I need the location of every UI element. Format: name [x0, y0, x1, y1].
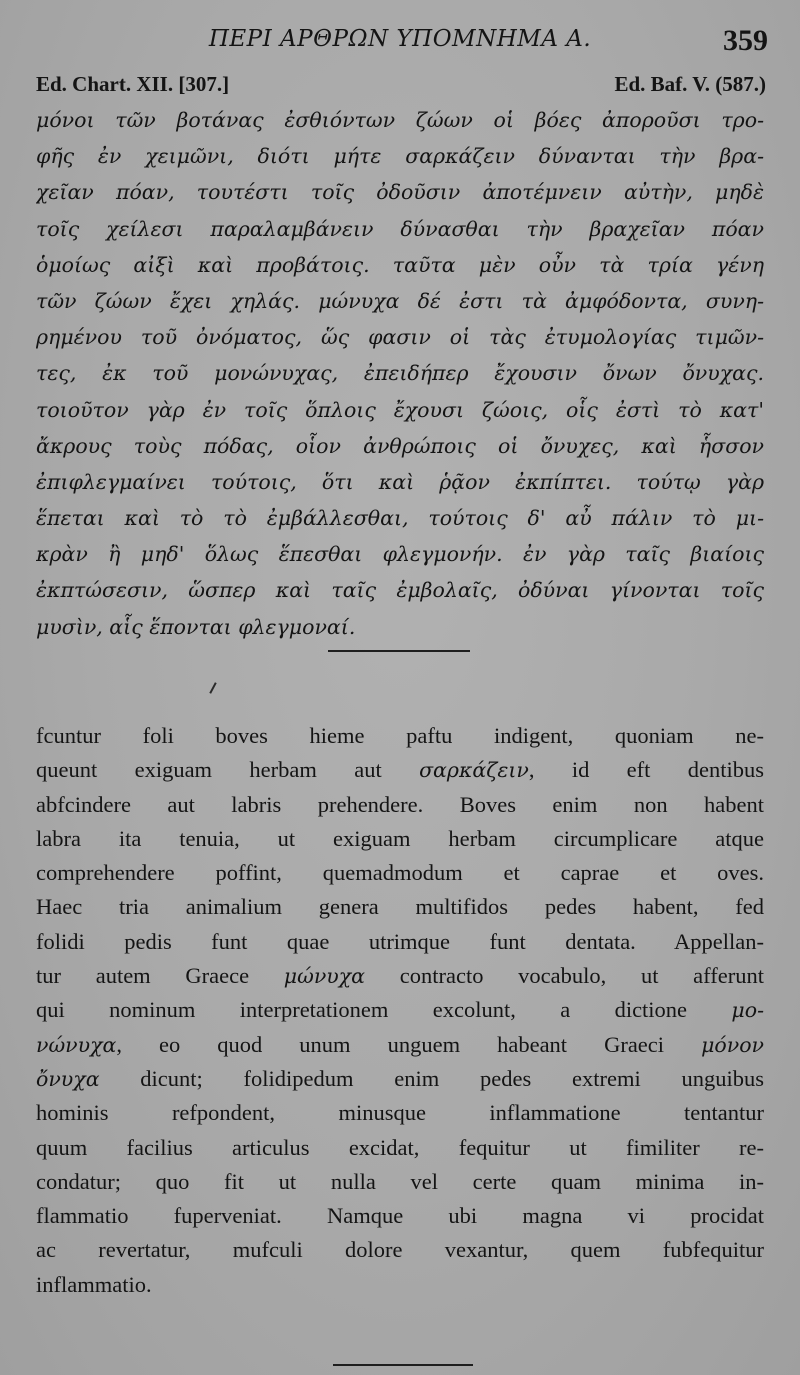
greek-word: μόνον — [701, 1032, 764, 1057]
greek-line: μυσὶν, αἷς ἕπονται φλεγμοναί. — [36, 614, 356, 639]
greek-line: ἕπεται καὶ τὸ τὸ ἐμβάλλεσθαι, τούτοις δ' αὖ πάλιν τὸ μι- — [36, 506, 764, 531]
latin-line: ac revertatur, mufculi dolore vexantur, quem fubfequitur — [36, 1237, 764, 1263]
ink-mark — [209, 682, 216, 694]
greek-word: νώνυχα — [36, 1032, 117, 1057]
greek-word: ὄνυχα — [36, 1066, 100, 1091]
latin-fragment: contracto vocabulo, ut afferunt — [365, 963, 764, 989]
greek-line: ἐπιφλεγμαίνει τούτοις, ὅτι καὶ ῥᾷον ἐκπίπτει. τούτῳ γὰρ — [36, 469, 764, 494]
section-divider — [328, 650, 470, 652]
greek-line: φῆς ἐν χειμῶνι, διότι μήτε σαρκάζειν δύνανται τὴν βρα- — [36, 144, 764, 169]
greek-word: μο- — [731, 998, 764, 1023]
latin-line — [36, 1062, 764, 1096]
latin-line — [36, 753, 764, 787]
greek-word: σαρκάζειν — [419, 758, 529, 783]
latin-line: quum facilius articulus excidat, fequitur ut fimiliter re- — [36, 1134, 764, 1160]
greek-line: τοιοῦτον γὰρ ἐν τοῖς ὅπλοις ἔχουσι ζώοις, οἷς ἐστὶ τὸ κατ' — [36, 397, 764, 422]
latin-fragment: dicunt; folidipedum enim pedes extremi unguibus — [99, 1065, 764, 1091]
latin-line: labra ita tenuia, ut exiguam herbam circumplicare atque — [36, 825, 764, 851]
latin-line: hominis refpondent, minusque inflammatione tentantur — [36, 1100, 764, 1126]
latin-line — [36, 1028, 764, 1062]
edition-reference-left: Ed. Chart. XII. [307.] — [36, 72, 230, 96]
greek-line: κρὰν ἢ μηδ' ὅλως ἕπεσθαι φλεγμονήν. ἐν γὰρ ταῖς βιαίοις — [36, 542, 764, 567]
greek-line: τοῖς χείλεσι παραλαμβάνειν δύνασθαι τὴν βραχεῖαν πόαν — [36, 216, 764, 241]
greek-word: μώνυχα — [283, 964, 366, 989]
greek-line: ἐκπτώσεσιν, ὥσπερ καὶ ταῖς ἐμβολαῖς, ὀδύναι γίνονται τοῖς — [36, 578, 764, 603]
greek-text-block — [36, 102, 764, 645]
greek-line: ἄκρους τοὺς πόδας, οἷον ἀνθρώποις οἱ ὄνυχες, καὶ ἧσσον — [36, 433, 764, 458]
running-title: ΠΕΡΙ ΑΡΘΡΩΝ ΥΠΟΜΝΗΜΑ Α. — [208, 26, 592, 52]
latin-line: comprehendere poffint, quemadmodum et caprae et oves. — [36, 860, 764, 886]
latin-line: fcuntur foli boves hieme paftu indigent, quoniam ne- — [36, 723, 764, 748]
latin-line: abfcindere aut labris prehendere. Boves enim non habent — [36, 791, 764, 817]
greek-line: μόνοι τῶν βοτάνας ἐσθιόντων ζώων οἱ βόες ἀποροῦσι τρο- — [36, 108, 764, 132]
latin-line — [36, 993, 764, 1027]
latin-line: condatur; quo fit ut nulla vel certe quam minima in- — [36, 1168, 764, 1194]
greek-line: χεῖαν πόαν, τουτέστι τοῖς ὀδοῦσιν ἀποτέμνειν αὐτὴν, μηδὲ — [36, 180, 764, 205]
page-end-divider — [333, 1364, 473, 1366]
latin-fragment: , id eft dentibus — [528, 757, 764, 783]
latin-fragment: tur autem Graece — [36, 963, 284, 989]
latin-line: flammatio fuperveniat. Namque ubi magna vi procidat — [36, 1203, 764, 1229]
latin-text-block — [36, 719, 764, 1302]
edition-reference-right: Ed. Baf. V. (587.) — [614, 72, 766, 96]
latin-line — [36, 959, 764, 993]
latin-fragment: , eo quod unum unguem habeant Graeci — [116, 1031, 702, 1057]
page-number: 359 — [723, 24, 768, 57]
latin-line: Haec tria animalium genera multifidos pedes habent, fed — [36, 894, 764, 920]
latin-fragment: queunt exiguam herbam aut — [36, 757, 420, 783]
greek-line: τῶν ζώων ἔχει χηλάς. μώνυχα δέ ἐστι τὰ ἀμφόδοντα, συνη- — [36, 288, 764, 313]
latin-fragment: qui nominum interpretationem excolunt, a dictione — [36, 997, 732, 1023]
latin-line: folidi pedis funt quae utrimque funt dentata. Appellan- — [36, 928, 764, 954]
latin-line: inflammatio. — [36, 1271, 152, 1297]
greek-line: ρημένου τοῦ ὀνόματος, ὥς φασιν οἱ τὰς ἐτυμολογίας τιμῶν- — [36, 325, 764, 350]
greek-line: ὁμοίως αἰξὶ καὶ προβάτοις. ταῦτα μὲν οὖν τὰ τρία γένη — [36, 252, 764, 277]
greek-line: τες, ἐκ τοῦ μονώνυχας, ἐπειδήπερ ἔχουσιν ὄνων ὄνυχας. — [36, 361, 764, 386]
